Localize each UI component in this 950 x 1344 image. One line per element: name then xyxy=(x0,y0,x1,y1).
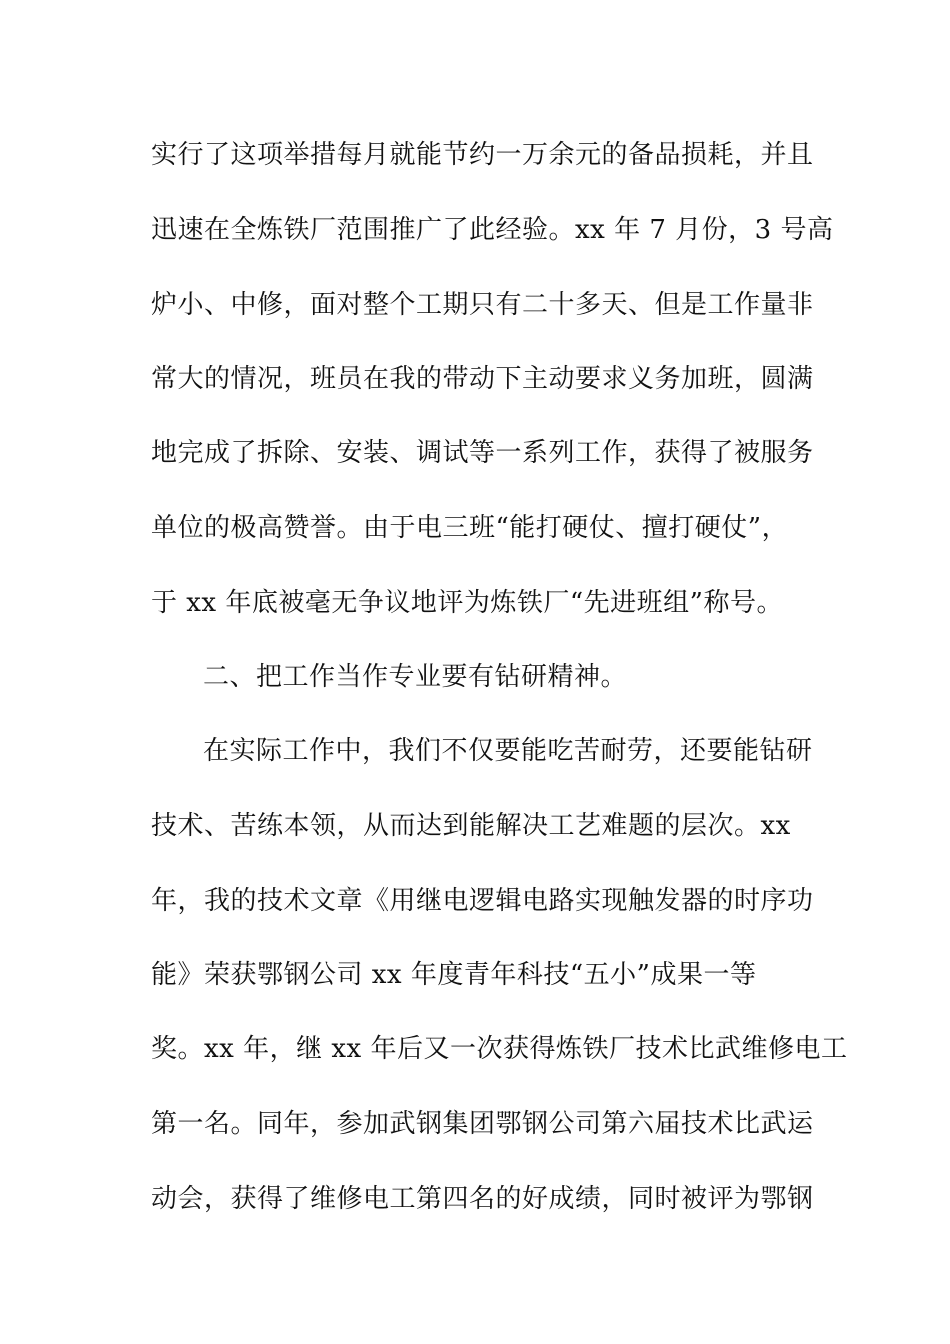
text-line: 动会，获得了维修电工第四名的好成绩，同时被评为鄂钢 xyxy=(151,1184,814,1214)
text-line: 于 xx 年底被毫无争议地评为炼铁厂“先进班组”称号。 xyxy=(151,588,783,618)
text-line: 第一名。同年，参加武钢集团鄂钢公司第六届技术比武运 xyxy=(151,1109,814,1139)
text-line: 奖。xx 年，继 xx 年后又一次获得炼铁厂技术比武维修电工 xyxy=(151,1034,848,1064)
text-line: 炉小、中修，面对整个工期只有二十多天、但是工作量非 xyxy=(151,290,814,320)
text-line: 迅速在全炼铁厂范围推广了此经验。xx 年 7 月份，3 号高 xyxy=(151,215,834,245)
paragraph-start-line: 在实际工作中，我们不仅要能吃苦耐劳，还要能钻研 xyxy=(203,736,813,766)
text-line: 单位的极高赞誉。由于电三班“能打硬仗、擅打硬仗”， xyxy=(151,513,789,543)
text-line: 实行了这项举措每月就能节约一万余元的备品损耗，并且 xyxy=(151,140,814,170)
text-line: 技术、苦练本领，从而达到能解决工艺难题的层次。xx xyxy=(151,811,791,841)
text-line: 地完成了拆除、安装、调试等一系列工作，获得了被服务 xyxy=(151,438,814,468)
text-line: 年，我的技术文章《用继电逻辑电路实现触发器的时序功 xyxy=(151,886,814,916)
text-line: 常大的情况，班员在我的带动下主动要求义务加班，圆满 xyxy=(151,364,814,394)
section-heading: 二、把工作当作专业要有钻研精神。 xyxy=(203,662,628,692)
text-line: 能》荣获鄂钢公司 xx 年度青年科技“五小”成果一等 xyxy=(151,960,757,990)
